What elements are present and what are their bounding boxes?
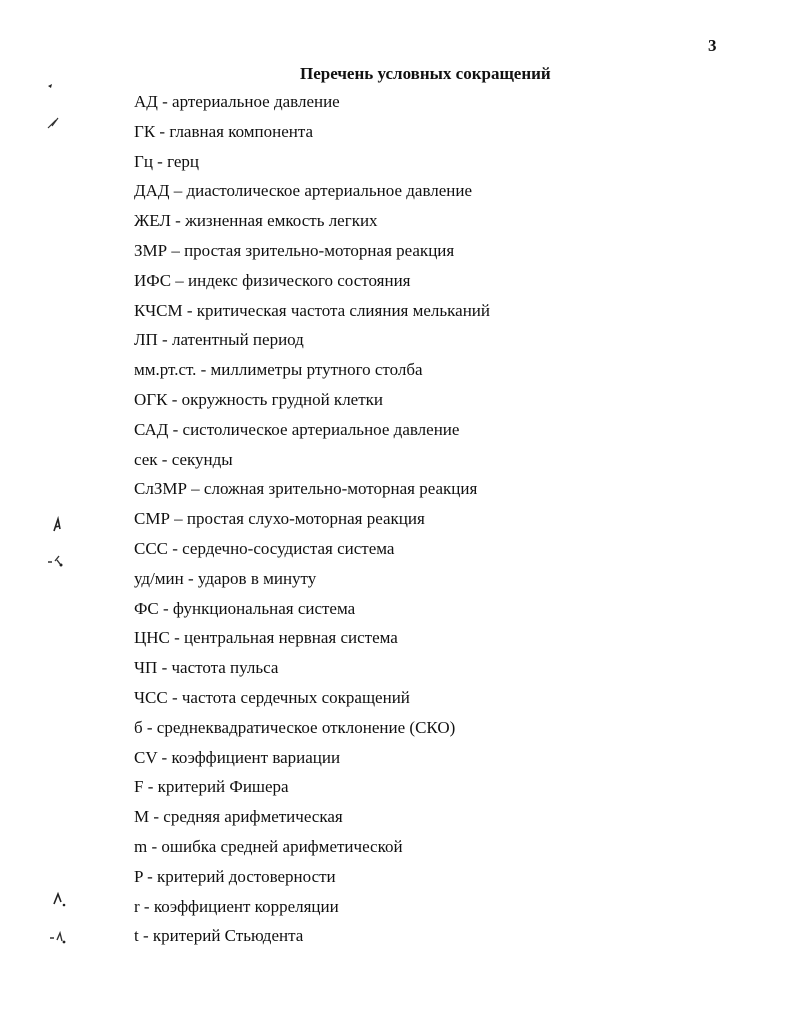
list-item: r - коэффициент корреляции (134, 896, 339, 916)
list-item: ЧСС - частота сердечных сокращений (134, 687, 410, 707)
list-item: t - критерий Стьюдента (134, 926, 304, 946)
list-item: ССС - сердечно-сосудистая система (134, 538, 395, 558)
list-item: б - среднеквадратическое отклонение (СКО) (134, 717, 456, 737)
list-item: СлЗМР – сложная зрительно-моторная реакция (134, 479, 478, 499)
list-item: Гц - герц (134, 151, 199, 171)
list-item: ГК - главная компонента (134, 121, 314, 141)
abbreviation-list (134, 91, 490, 955)
scan-mark-icon (46, 552, 70, 572)
list-item: ЗМР – простая зрительно-моторная реакция (134, 240, 455, 260)
list-item: СМР – простая слухо-моторная реакция (134, 509, 425, 529)
scan-mark-icon (50, 515, 74, 535)
list-item: АД - артериальное давление (134, 92, 340, 111)
scan-mark-icon (46, 114, 70, 134)
list-item: ОГК - окружность грудной клетки (134, 389, 384, 409)
list-item: F - критерий Фишера (134, 777, 289, 797)
list-item: ДАД – диастолическое артериальное давление (134, 181, 473, 201)
list-item: ФС - функциональная система (134, 598, 356, 618)
list-item: ЦНС - центральная нервная система (134, 628, 398, 648)
list-item: P - критерий достоверности (134, 866, 336, 886)
list-item: m - ошибка средней арифметической (134, 836, 403, 856)
list-item: САД - систолическое артериальное давление (134, 419, 460, 439)
page-title: Перечень условных сокращений (300, 64, 551, 83)
list-item: мм.рт.ст. - миллиметры ртутного столба (134, 360, 423, 380)
list-item: ЛП - латентный период (134, 330, 304, 350)
page-number: 3 (708, 36, 717, 55)
scan-mark-icon (50, 890, 74, 910)
list-item: CV - коэффициент вариации (134, 747, 341, 767)
scan-mark-icon (44, 80, 68, 100)
list-item: уд/мин - ударов в минуту (134, 568, 317, 588)
list-item: ИФС – индекс физического состояния (134, 270, 411, 290)
list-item: ЖЕЛ - жизненная емкость легких (134, 211, 378, 231)
list-item: ЧП - частота пульса (134, 658, 279, 678)
list-item: сек - секунды (134, 449, 233, 469)
list-item: КЧСМ - критическая частота слияния мельканий (134, 300, 490, 320)
list-item: M - средняя арифметическая (134, 807, 343, 827)
scan-mark-icon (48, 928, 72, 948)
